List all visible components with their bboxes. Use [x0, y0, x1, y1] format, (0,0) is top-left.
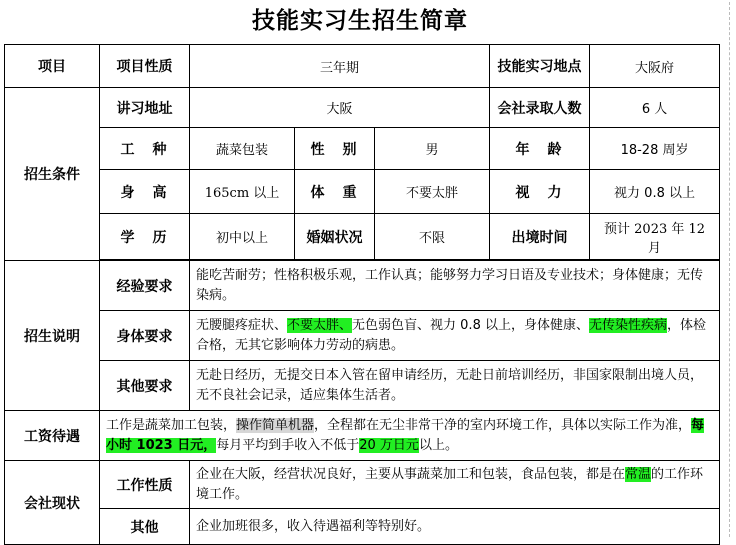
recruitment-table — [4, 44, 720, 545]
experience-text: 能吃苦耐劳；性格积极乐观，工作认真；能够努力学习日语及专业技术；身体健康；无传染病。 — [190, 261, 720, 311]
table-row — [5, 45, 720, 88]
salary-text-part: 以上。 — [418, 437, 458, 453]
depart-value: 预计 2023 年 12 月 — [590, 214, 720, 260]
company-text-part: 的工作环境工作。 — [196, 466, 704, 502]
age-value: 18-28 周岁 — [590, 128, 720, 170]
description-group-label: 招生说明 — [5, 261, 100, 411]
location-label: 技能实习地点 — [490, 45, 590, 88]
nature-label: 项目性质 — [100, 45, 190, 88]
salary-text-part: 工作是蔬菜加工包装， — [106, 417, 237, 433]
job-value: 蔬菜包装 — [190, 128, 295, 170]
table-row — [5, 170, 720, 214]
company-other-label: 其他 — [100, 509, 190, 545]
gender-value: 男 — [375, 128, 490, 170]
age-label: 年 龄 — [490, 128, 590, 170]
page-title: 技能实习生招生简章 — [252, 7, 468, 34]
salary-highlight-hourly: 每小时 1023 日元， — [106, 417, 705, 453]
salary-text-part: 每月平均到手收入不低于 — [216, 437, 360, 453]
marriage-value: 不限 — [375, 214, 490, 260]
edu-value: 初中以上 — [190, 214, 295, 260]
hire-label: 会社录取人数 — [490, 88, 590, 128]
salary-highlight-monthly: 20 万日元 — [359, 437, 419, 453]
table-row — [5, 461, 720, 509]
salary-label: 工资待遇 — [5, 411, 100, 461]
gender-label: 性 别 — [295, 128, 375, 170]
table-row — [5, 509, 720, 545]
item-header: 项目 — [5, 45, 100, 88]
marriage-label: 婚姻状况 — [295, 214, 375, 260]
weight-label: 体 重 — [295, 170, 375, 214]
body-text-part: 无色弱色盲、视力 0.8 以上，身体健康、 — [352, 317, 589, 333]
weight-value: 不要太胖 — [375, 170, 490, 214]
depart-label: 出境时间 — [490, 214, 590, 260]
experience-label: 经验要求 — [100, 261, 190, 311]
hire-value: 6 人 — [590, 88, 720, 128]
nature-value: 三年期 — [190, 45, 490, 88]
other-label: 其他要求 — [100, 361, 190, 411]
company-nature-label: 工作性质 — [100, 461, 190, 509]
table-row — [5, 214, 720, 260]
height-label: 身 高 — [100, 170, 190, 214]
edu-label: 学 历 — [100, 214, 190, 260]
job-label: 工 种 — [100, 128, 190, 170]
table-row — [5, 261, 720, 311]
other-text: 无赴日经历，无提交日本入管在留申请经历，无赴日前培训经历，非国家限制出境人员，无不良社会记录，适应集体生活者。 — [190, 361, 720, 411]
body-text-part: 无腰腿疼症状、 — [196, 317, 288, 333]
lecture-value: 大阪 — [190, 88, 490, 128]
location-value: 大阪府 — [590, 45, 720, 88]
company-other-text: 企业加班很多，收入待遇福利等特别好。 — [190, 509, 720, 545]
table-row — [5, 411, 720, 461]
table-row — [5, 361, 720, 411]
body-highlight: 不要太胖、 — [287, 317, 353, 333]
body-text-part: ，体检合格，无其它影响体力劳动的病患。 — [196, 317, 707, 353]
company-highlight: 常温 — [625, 466, 652, 482]
company-nature-text — [190, 461, 720, 509]
vision-value: 视力 0.8 以上 — [590, 170, 720, 214]
company-text-part: 企业在大阪，经营状况良好，主要从事蔬菜加工和包装，食品包装，都是在 — [196, 466, 626, 482]
salary-text — [100, 411, 720, 461]
company-group-label: 会社现状 — [5, 461, 100, 545]
table-row — [5, 88, 720, 128]
conditions-group-label: 招生条件 — [5, 88, 100, 261]
body-highlight: 无传染性疾病 — [588, 317, 667, 333]
page-edge-marker — [725, 2, 730, 537]
height-value: 165cm 以上 — [190, 170, 295, 214]
lecture-label: 讲习地址 — [100, 88, 190, 128]
salary-text-part: ，全程都在无尘非常干净的室内环境工作，具体以实际工作为准， — [314, 417, 692, 433]
table-row — [5, 128, 720, 170]
salary-highlight-gray: 操作简单机器 — [236, 417, 315, 433]
body-text — [190, 311, 720, 361]
vision-label: 视 力 — [490, 170, 590, 214]
body-label: 身体要求 — [100, 311, 190, 361]
table-row — [5, 311, 720, 361]
